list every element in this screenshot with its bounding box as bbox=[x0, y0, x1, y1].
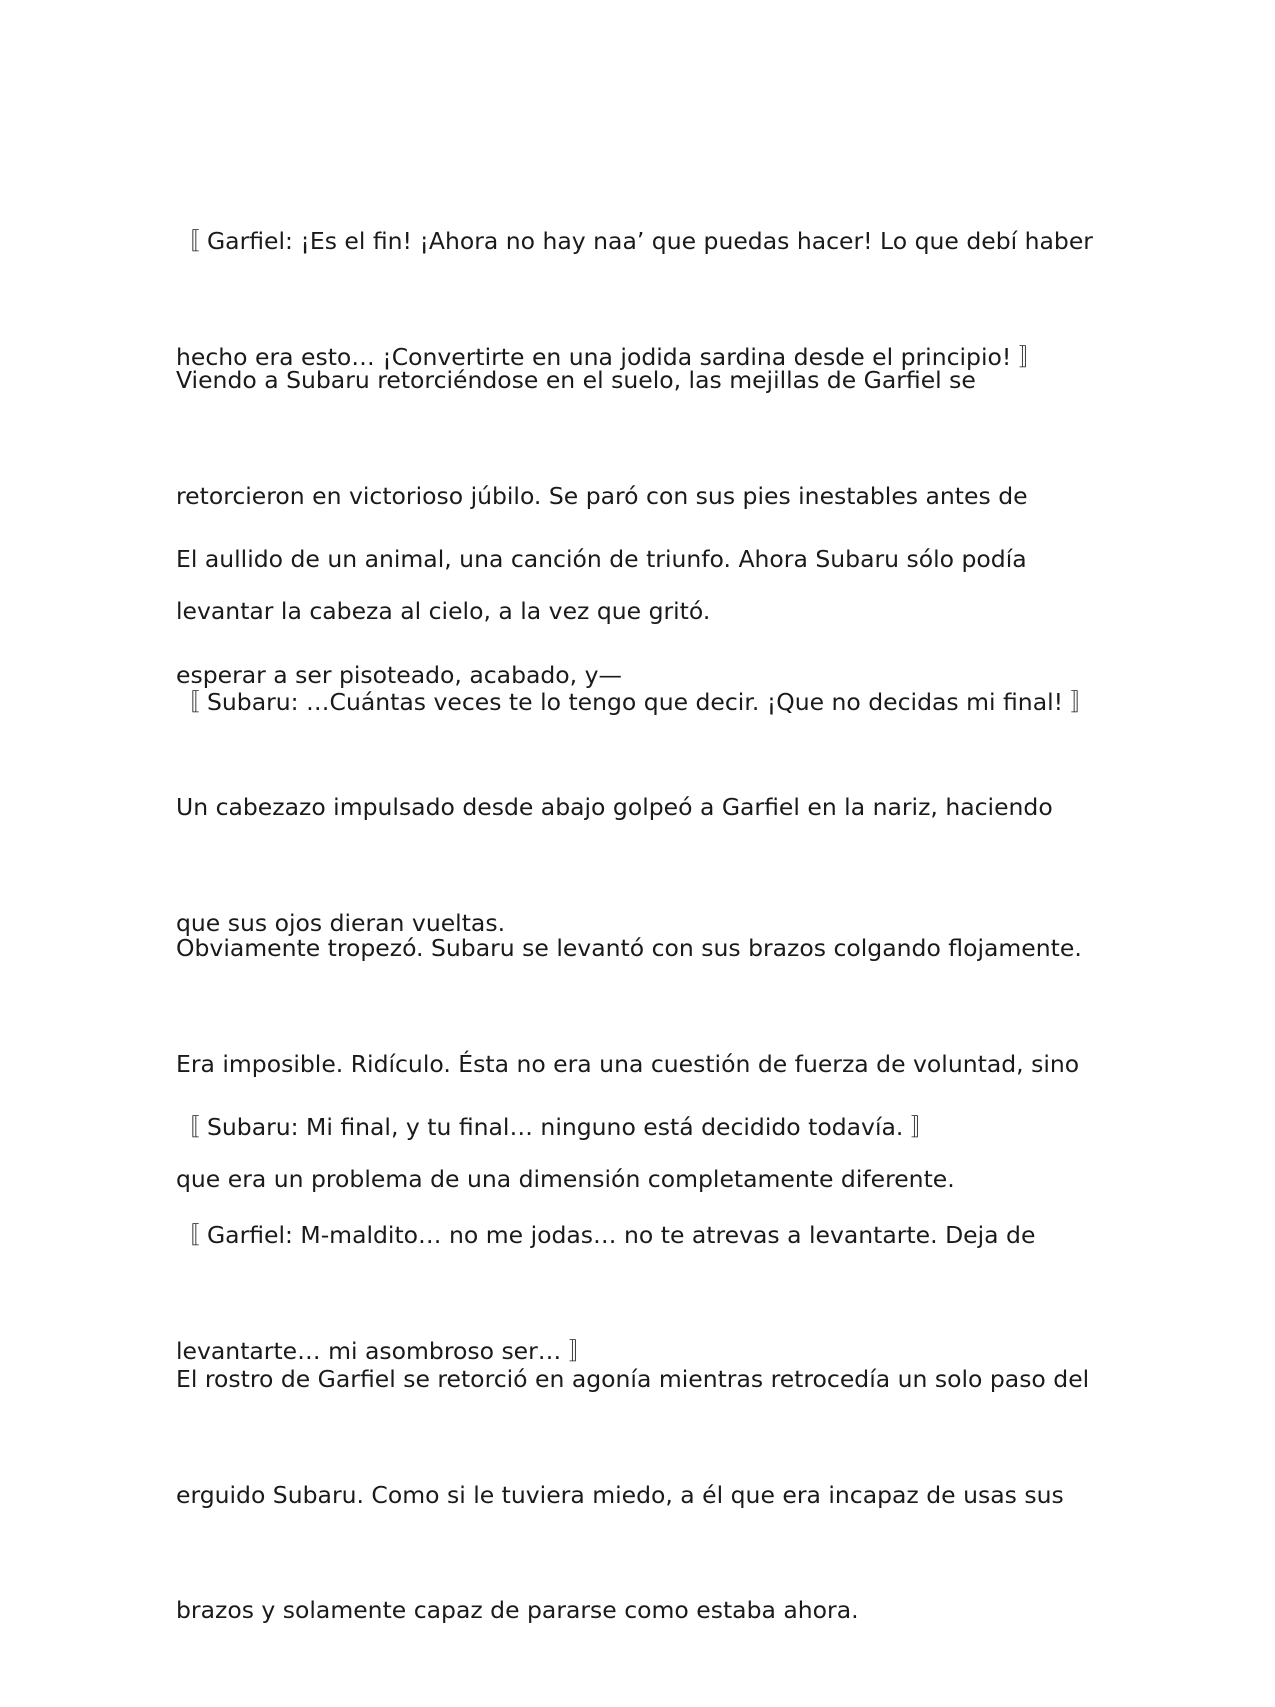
text-line: que sus ojos dieran vueltas. bbox=[176, 908, 506, 937]
text-line: levantarte… mi asombroso ser… 〛 bbox=[176, 1336, 593, 1365]
text-line: El rostro de Garfiel se retorció en agonía mientras retrocedía un solo paso del bbox=[176, 1365, 1090, 1393]
text-line: esperar a ser pisoteado, acabado, y— bbox=[176, 660, 623, 689]
text-line: levantar la cabeza al cielo, a la vez que gritó. bbox=[176, 597, 711, 625]
text-line: Era imposible. Ridículo. Ésta no era una cuestión de fuerza de voluntad, sino bbox=[176, 1049, 1080, 1078]
text-line: 〚 Garfiel: ¡Es el fin! ¡Ahora no hay naa’ que puedas hacer! Lo que debí haber bbox=[176, 227, 1093, 255]
text-line: 〚 Subaru: …Cuántas veces te lo tengo que decir. ¡Que no decidas mi final! 〛 bbox=[176, 688, 1095, 716]
text-line: El aullido de un animal, una canción de triunfo. Ahora Subaru sólo podía bbox=[176, 545, 1027, 573]
text-line: hecho era esto… ¡Convertirte en una jodida sardina desde el principio! 〛 bbox=[176, 342, 1043, 371]
paragraph-narration-5 bbox=[176, 1283, 1106, 1707]
text-line: Un cabezazo impulsado desde abajo golpeó a Garfiel en la nariz, haciendo bbox=[176, 793, 1053, 821]
text-line: 〚 Subaru: Mi final, y tu final… ninguno está decidido todavía. 〛 bbox=[176, 1113, 935, 1141]
text-line: Obviamente tropezó. Subaru se levantó con sus brazos colgando flojamente. bbox=[176, 934, 1082, 962]
text-line: Viendo a Subaru retorciéndose en el suelo, las mejillas de Garfiel se bbox=[176, 366, 976, 394]
text-line: erguido Subaru. Como si le tuviera miedo, a él que era incapaz de usas sus bbox=[176, 1480, 1064, 1509]
text-line: 〚 Garfiel: M-maldito… no me jodas… no te atrevas a levantarte. Deja de bbox=[176, 1221, 1036, 1249]
text-line: que era un problema de una dimensión completamente diferente. bbox=[176, 1165, 955, 1193]
text-line: retorcieron en victorioso júbilo. Se paró con sus pies inestables antes de bbox=[176, 481, 1028, 510]
text-line: brazos y solamente capaz de pararse como estaba ahora. bbox=[176, 1596, 859, 1624]
